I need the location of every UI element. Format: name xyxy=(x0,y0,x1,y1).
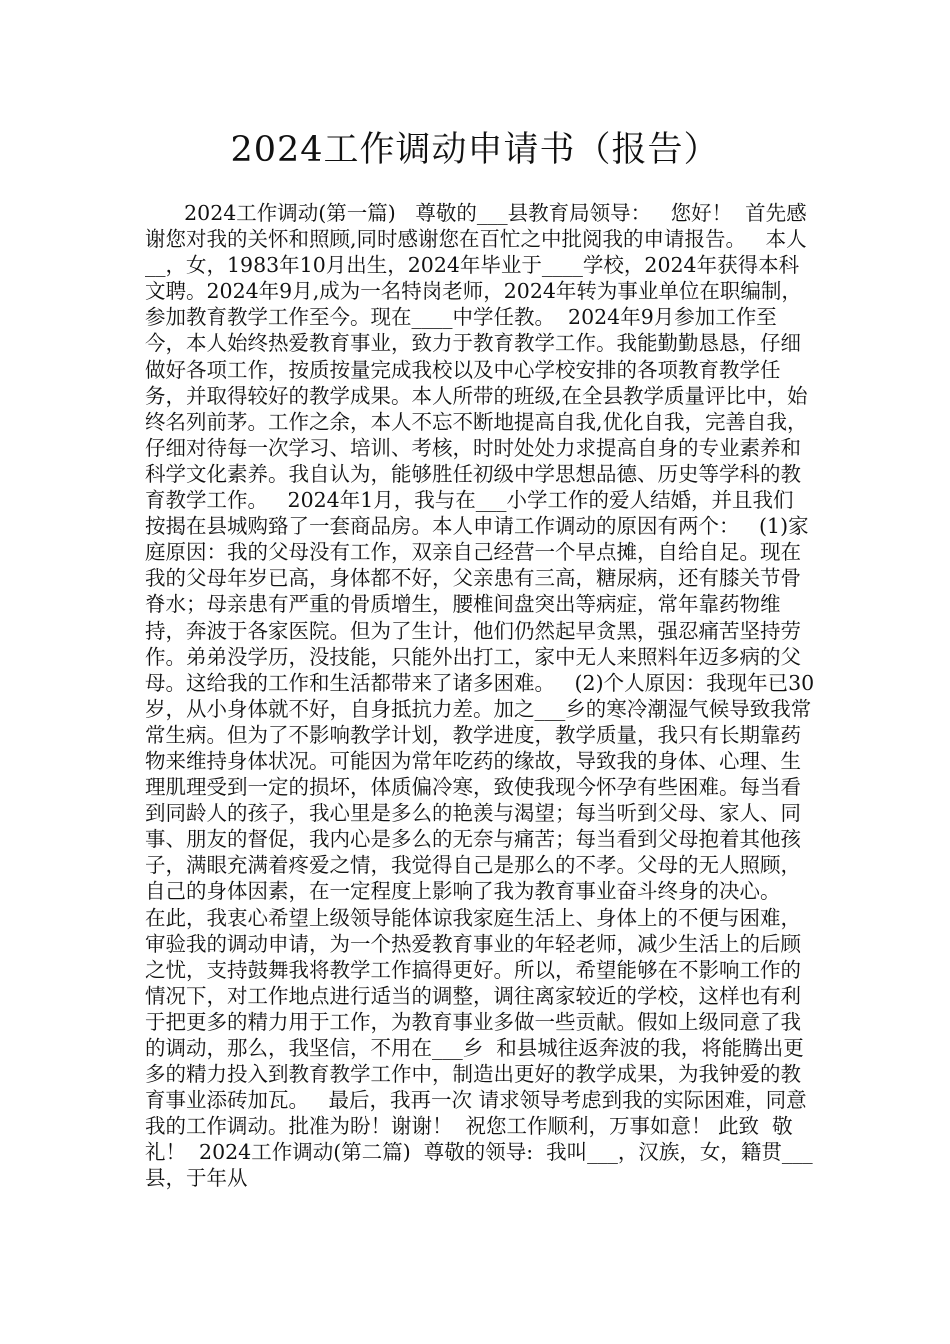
document-title: 2024工作调动申请书（报告） xyxy=(230,130,720,170)
document-body-text: 2024工作调动(第一篇) 尊敬的___县教育局领导： 您好！ 首先感谢您对我的关怀和照顾,同时感谢您在百忙之中批阅我的申请报告。 本人__，女，1983年10月出生，2024年毕业于____学校，2024年获得本科文聘。2024年9月,成为一名特岗老师，2024年转为事业单位在职编制，参加教育教学工作至今。现在____中学任教。 2024年9月参加工作至今，本人始终热爱教育事业，致力于教育教学工作。我能勤勤恳恳，仔细做好各项工作，按质按量完成我校以及中心学校安排的各项教育教学任务，并取得较好的教学成果。本人所带的班级,在全县教学质量评比中，始终名列前茅。工作之余，本人不忘不断地提高自我,优化自我，完善自我，仔细对待每一次学习、培训、考核，时时处处力求提高自身的专业素养和科学文化素养。我自认为，能够胜任初级中学思想品德、历史等学科的教育教学工作。 2024年1月，我与在___小学工作的爱人结婚，并且我们 按揭在县城购臵了一套商品房。本人申请工作调动的原因有两个： (1)家庭原因：我的父母没有工作，双亲自己经营一个早点摊，自给自足。现在我的父母年岁已高，身体都不好，父亲患有三高，糖尿病，还有膝关节骨脊水；母亲患有严重的骨质增生，腰椎间盘突出等病症，常年靠药物维持，奔波于各家医院。但为了生计，他们仍然起早贪黑，强忍痛苦坚持劳作。弟弟没学历，没技能，只能外出打工，家中无人来照料年迈多病的父母。这给我的工作和生活都带来了诸多困难。 (2)个人原因：我现年已30岁，从小身体就不好，自身抵抗力差。加之___乡的寒冷潮湿气候导致我常常生病。但为了不影响教学计划，教学进度，教学质量，我只有长期靠药物来维持身体状况。可能因为常年吃药的缘故，导致我的身体、心理、生理肌理受到一定的损坏，体质偏冷寒，致使我现今怀孕有些困难。每当看到同龄人的孩子，我心里是多么的艳羡与渴望；每当听到父母、家人、同事、朋友的督促，我内心是多么的无奈与痛苦；每当看到父母抱着其他孩子，满眼充满着疼爱之情，我觉得自己是那么的不孝。父母的无人照顾，自己的身体因素，在一定程度上影响了我为教育事业奋斗终身的决心。 在此，我衷心希望上级领导能体谅我家庭生活上、身体上的不便与困难，审验我的调动申请，为一个热爱教育事业的年轻老师，减少生活上的后顾之忧，支持鼓舞我将教学工作搞得更好。所以，希望能够在不影响工作的情况下，对工作地点进行适当的调整，调往离家较近的学校，这样也有利于把更多的精力用于工作，为教育事业多做一些贡献。假如上级同意了我的调动，那么，我坚信，不用在___乡 和县城往返奔波的我，将能腾出更多的精力投入到教育教学工作中，制造出更好的教学成果，为我钟爱的教育事业添砖加瓦。 最后，我再一次 请求领导考虑到我的实际困难，同意我的工作调动。批准为盼！谢谢！ 祝您工作顺利，万事如意！ 此致 敬礼！ 2024工作调动(第二篇) 尊敬的领导: 我叫___，汉族，女，籍贯___县，于年从 xyxy=(145,201,815,1191)
